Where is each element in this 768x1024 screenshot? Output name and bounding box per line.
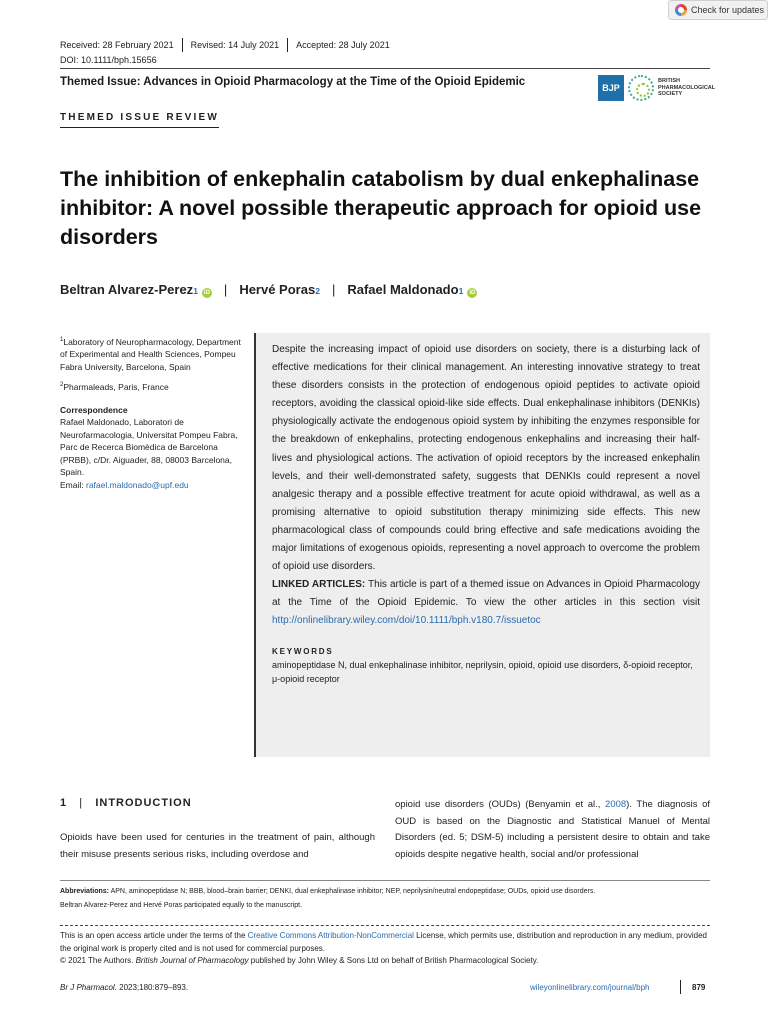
author-name[interactable]: Beltran Alvarez-Perez	[60, 282, 194, 297]
journal-citation: Br J Pharmacol. 2023;180:879–893.	[60, 983, 189, 992]
article-title: The inhibition of enkephalin catabolism by dual enkephalinase inhibitor: A novel possible therapeutic approach for opioid use disorders	[60, 167, 702, 249]
keywords-text: aminopeptidase N, dual enkephalinase inhibitor, neprilysin, opioid, opioid use disorders, δ-opioid receptor, μ-opioid receptor	[272, 659, 693, 684]
author-separator: |	[223, 282, 228, 297]
body-text-left: Opioids have been used for centuries in the treatment of pain, although their misuse presents serious risks, including overdose and	[60, 832, 375, 860]
author-list	[60, 282, 477, 298]
journal-site-link[interactable]: wileyonlinelibrary.com/journal/bph	[530, 983, 650, 992]
orcid-icon[interactable]: iD	[469, 290, 476, 296]
doi: DOI: 10.1111/bph.15656	[60, 55, 157, 65]
footnote-divider	[60, 880, 710, 881]
author-name[interactable]: Hervé Poras	[239, 282, 316, 297]
bjp-logo: BJP	[598, 75, 624, 101]
author-separator: |	[331, 282, 336, 297]
check-for-updates-label: Check for updates	[691, 5, 765, 15]
author-affiliation-sup: 1	[458, 286, 464, 296]
abstract-text: Despite the increasing impact of opioid use disorders on society, there is a disturbing lack of effective medications for their clinical management. An interesting innovative strategy to treat these disorders consists in the protection of endogenous opioid peptides to activate opioid receptors, avoiding the classical opioid-like side effects. Dual enkephalinase inhibitors (DENKIs) physiologically activate the endogenous opioid system by inhibiting the enzymes responsible for the breakdown of enkephalins, protecting endogenous enkephalins and increasing their half-lives and physiological actions. The activation of opioid receptors by the increased enkephalin levels, and their well-demonstrated safety, suggests that DENKIs could represent a novel analgesic therapy and a possible effective treatment for acute opioid withdrawal, as well as a promising alternative to opioid substitution therapy minimizing side effects. This new pharmacological class of compounds could bring effective and safe medications avoiding the major limitations of exogenous opioids, representing a novel approach to overcome the problem of opioid use disorders.	[272, 344, 700, 573]
orcid-icon[interactable]: iD	[203, 290, 210, 296]
license-divider	[60, 925, 710, 926]
bps-logo-text: BRITISH PHARMACOLOGICAL SOCIETY	[658, 78, 716, 97]
header-divider	[60, 68, 710, 69]
affiliation: $^2$Pharmaleads, Paris, France	[60, 382, 169, 393]
article-type-label: THEMED ISSUE REVIEW	[60, 112, 219, 128]
received-date: Received: 28 February 2021	[60, 40, 174, 50]
accepted-date: Accepted: 28 July 2021	[296, 40, 390, 50]
keywords-heading: KEYWORDS	[272, 646, 334, 656]
author-affiliation-sup: 1	[193, 286, 198, 296]
correspondence-address: Rafael Maldonado, Laboratori de Neurofarmacologia, Universitat Pompeu Fabra, Parc de Recerca Biomèdica de Barcelona (PRBB), c/Dr. Aiguader, 88, 08003 Barcelona, Spain. Email: rafael.maldonado@upf.edu	[60, 417, 238, 490]
themed-issue-title: Themed Issue: Advances in Opioid Pharmacology at the Time of the Opioid Epidemic	[60, 76, 526, 88]
bps-logo-icon	[628, 75, 654, 101]
license-notice: This is an open access article under the terms of the Creative Commons Attribution-NonCommercial License, which permits use, distribution and reproduction in any medium, provided the original work is properly cited and is not used for commercial purposes. © 2021 The Authors. British Journal of Pharmacology published by John Wiley & Sons Ltd on behalf of British Pharmacological Society.	[60, 931, 707, 965]
date-separator	[182, 38, 183, 52]
abbreviations: Abbreviations: APN, aminopeptidase N; BBB, blood–brain barrier; DENKI, dual enkephalinase inhibitor; NEP, neprilysin/neutral endopeptidase; OUDs, opioid use disorders. Beltran Alvarez-Perez and Hervé Poras participated equally to the manuscript.	[60, 888, 596, 909]
date-separator	[287, 38, 288, 52]
reference-link[interactable]: 2008	[605, 799, 627, 810]
check-for-updates-button[interactable]	[668, 0, 768, 20]
page-number: 879	[692, 983, 706, 992]
affiliations-sidebar	[60, 334, 246, 491]
author-name[interactable]: Rafael Maldonado	[347, 282, 459, 297]
linked-articles: LINKED ARTICLES: This article is part of a themed issue on Advances in Opioid Pharmacology at the Time of the Opioid Epidemic. To view the other articles in this section visit http://onlinelibrary.wiley.com/doi/10.1111/bph.v180.7/issuetoc	[272, 579, 700, 627]
page-number-separator	[680, 980, 681, 994]
section-heading: 1 | INTRODUCTION	[60, 797, 192, 809]
body-text-right: opioid use disorders (OUDs) (Benyamin et al., 2008). The diagnosis of OUD is based on the Diagnostic and Statistical Manuel of Mental Disorders (ed. 5; DSM-5) including a persistent desire to obtain and take opioids despite negative health, social and/or professional	[395, 799, 710, 860]
crossmark-icon	[675, 4, 687, 16]
revised-date: Revised: 14 July 2021	[190, 40, 280, 50]
article-dates	[60, 39, 398, 52]
email-link[interactable]: rafael.maldonado@upf.edu	[85, 479, 189, 490]
license-link[interactable]: Creative Commons Attribution-NonCommercial	[247, 931, 414, 940]
author-affiliation-sup: 2	[315, 286, 320, 296]
correspondence-heading: Correspondence	[60, 404, 128, 415]
issue-toc-link[interactable]: http://onlinelibrary.wiley.com/doi/10.1111/bph.v180.7/issuetoc	[272, 615, 541, 627]
affiliation: $^1$Laboratory of Neuropharmacology, Department of Experimental and Health Sciences, Pompeu Fabra University, Barcelona, Spain	[60, 336, 241, 372]
abstract-box	[254, 333, 710, 757]
